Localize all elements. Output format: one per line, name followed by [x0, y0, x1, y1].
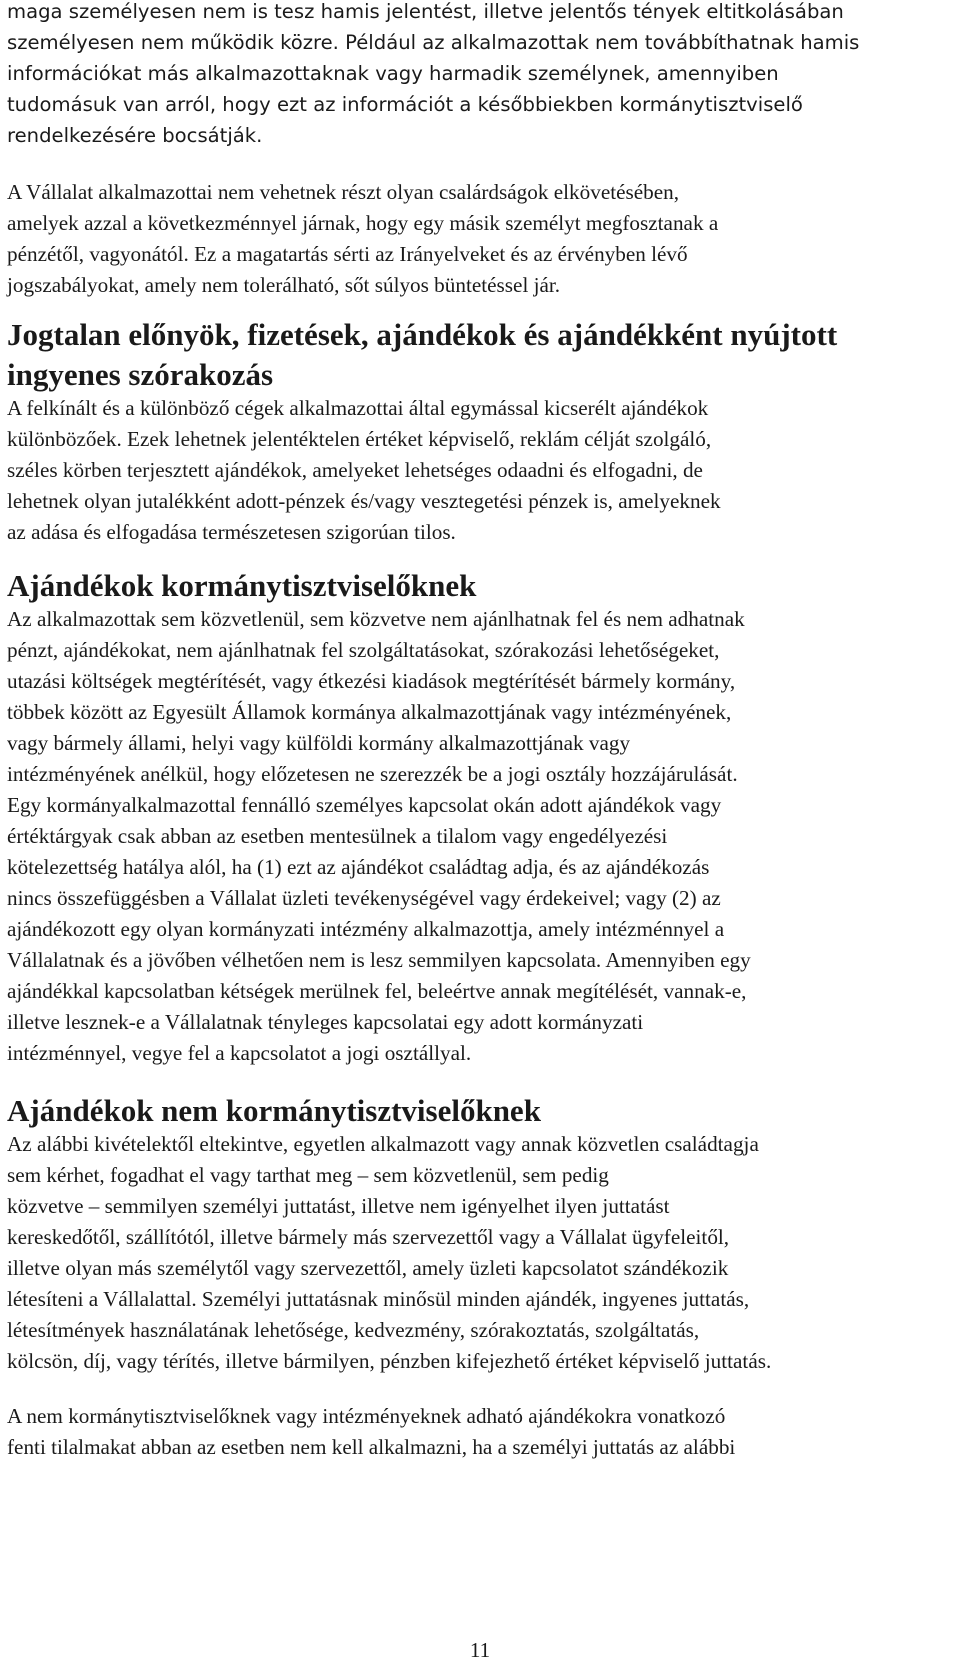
- text-line: ajándékozott egy olyan kormányzati intézmény alkalmazottja, amely intézménnyel a: [7, 917, 725, 941]
- text-line: intézménnyel, vegye fel a kapcsolatot a jogi osztállyal.: [7, 1041, 472, 1065]
- text-line: fenti tilalmakat abban az esetben nem kell alkalmazni, ha a személyi juttatás az alábbi: [7, 1435, 736, 1459]
- text-line: illetve olyan más személytől vagy szervezettől, amely üzleti kapcsolatot szándékozik: [7, 1256, 729, 1280]
- text-line: vagy bármely állami, helyi vagy külföldi kormány alkalmazottjának vagy: [7, 731, 631, 755]
- text-line: értéktárgyak csak abban az esetben mentesülnek a tilalom vagy engedélyezési: [7, 824, 668, 848]
- text-line: A Vállalat alkalmazottai nem vehetnek részt olyan csalárdságok elkövetésében,: [7, 180, 680, 204]
- section-body-gifts-non-government: [7, 1129, 954, 1377]
- text-line: A felkínált és a különböző cégek alkalmazottai által egymással kicserélt ajándékok: [7, 396, 709, 420]
- text-line: tudomásuk van arról, hogy ezt az információt a későbbiekben kormánytisztviselő: [7, 93, 803, 116]
- text-line: személyesen nem működik közre. Például az alkalmazottak nem továbbíthatnak hamis: [7, 31, 860, 54]
- text-line: különbözőek. Ezek lehetnek jelentéktelen értéket képviselő, reklám célját szolgáló,: [7, 427, 712, 451]
- section-body-gifts-government: [7, 604, 954, 1069]
- heading-line: Ajándékok kormánytisztviselőknek: [7, 568, 477, 603]
- section-body-gifts-non-government-exceptions: [7, 1401, 954, 1463]
- intro-paragraph: [7, 0, 954, 151]
- page-number: 11: [469, 1638, 491, 1662]
- text-line: jogszabályokat, amely nem tolerálható, sőt súlyos büntetéssel jár.: [7, 273, 561, 297]
- heading-line: Jogtalan előnyök, fizetések, ajándékok és ajándékként nyújtott: [7, 317, 838, 352]
- text-line: utazási költségek megtérítését, vagy étkezési kiadások megtérítését bármely kormány,: [7, 669, 736, 693]
- text-line: létesíteni a Vállalattal. Személyi juttatásnak minősül minden ajándék, ingyenes juttatás,: [7, 1287, 750, 1311]
- text-line: amelyek azzal a következménnyel járnak, hogy egy másik személyt megfosztanak a: [7, 211, 719, 235]
- text-line: közvetve – semmilyen személyi juttatást, illetve nem igényelhet ilyen juttatást: [7, 1194, 670, 1218]
- text-line: létesítmények használatának lehetősége, kedvezmény, szórakoztatás, szolgáltatás,: [7, 1318, 700, 1342]
- text-line: sem kérhet, fogadhat el vagy tarthat meg – sem közvetlenül, sem pedig: [7, 1163, 609, 1187]
- section-heading-unlawful-benefits: [7, 315, 954, 395]
- text-line: ajándékkal kapcsolatban kétségek merülnek fel, beleértve annak megítélését, vannak-e,: [7, 979, 747, 1003]
- text-line: kötelezettség hatálya alól, ha (1) ezt az ajándékot családtag adja, és az ajándékozás: [7, 855, 710, 879]
- text-line: Vállalatnak és a jövőben vélhetően nem is lesz semmilyen kapcsolata. Amennyiben egy: [7, 948, 751, 972]
- text-line: maga személyesen nem is tesz hamis jelentést, illetve jelentős tények eltitkolásában: [7, 0, 844, 23]
- text-line: pénzt, ajándékokat, nem ajánlhatnak fel szolgáltatásokat, szórakozási lehetőségeket,: [7, 638, 720, 662]
- text-line: illetve lesznek-e a Vállalatnak tényleges kapcsolatai egy adott kormányzati: [7, 1010, 644, 1034]
- text-line: az adása és elfogadása természetesen szigorúan tilos.: [7, 520, 456, 544]
- section-body-unlawful-benefits: [7, 393, 954, 548]
- text-line: lehetnek olyan jutalékként adott-pénzek és/vagy vesztegetési pénzek is, amelyeknek: [7, 489, 721, 513]
- fraud-paragraph: [7, 177, 954, 301]
- text-line: pénzétől, vagyonától. Ez a magatartás sérti az Irányelveket és az érvényben lévő: [7, 242, 688, 266]
- text-line: többek között az Egyesült Államok kormánya alkalmazottjának vagy intézményének,: [7, 700, 732, 724]
- heading-line: Ajándékok nem kormánytisztviselőknek: [7, 1093, 541, 1128]
- text-line: intézményének anélkül, hogy előzetesen ne szerezzék be a jogi osztály hozzájárulását.: [7, 762, 738, 786]
- text-line: Az alkalmazottak sem közvetlenül, sem közvetve nem ajánlhatnak fel és nem adhatnak: [7, 607, 745, 631]
- text-line: kereskedőtől, szállítótól, illetve bármely más szervezettől vagy a Vállalat ügyfeleitől,: [7, 1225, 730, 1249]
- text-line: információkat más alkalmazottaknak vagy harmadik személynek, amennyiben: [7, 62, 779, 85]
- text-line: nincs összefüggésben a Vállalat üzleti tevékenységével vagy érdekeivel; vagy (2) az: [7, 886, 721, 910]
- text-line: kölcsön, díj, vagy térítés, illetve bármilyen, pénzben kifejezhető értéket képviselő juttatás.: [7, 1349, 772, 1373]
- heading-line: ingyenes szórakozás: [7, 357, 274, 392]
- text-line: rendelkezésére bocsátják.: [7, 124, 263, 147]
- section-heading-gifts-government: [7, 566, 954, 606]
- text-line: Az alábbi kivételektől eltekintve, egyetlen alkalmazott vagy annak közvetlen családtagja: [7, 1132, 759, 1156]
- text-line: széles körben terjesztett ajándékok, amelyeket lehetséges odaadni és elfogadni, de: [7, 458, 703, 482]
- text-line: Egy kormányalkalmazottal fennálló személyes kapcsolat okán adott ajándékok vagy: [7, 793, 722, 817]
- section-heading-gifts-non-government: [7, 1091, 954, 1131]
- text-line: A nem kormánytisztviselőknek vagy intézményeknek adható ajándékokra vonatkozó: [7, 1404, 726, 1428]
